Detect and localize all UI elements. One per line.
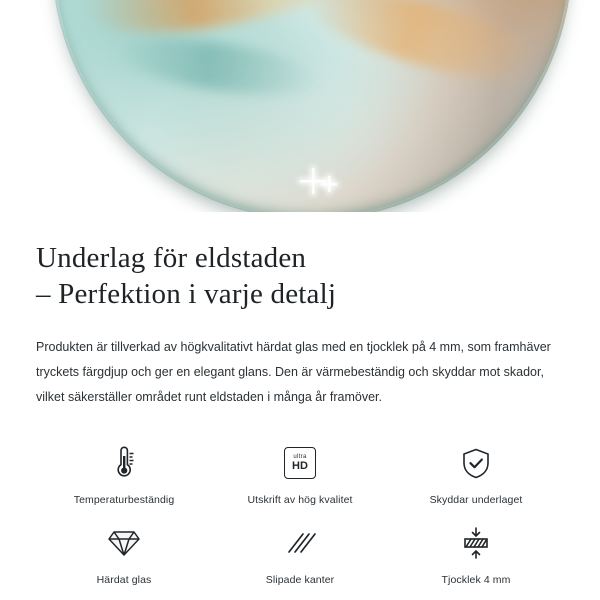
- page-title: [36, 240, 564, 313]
- feature-label: Temperaturbeständig: [73, 493, 175, 506]
- polished-edges-icon: [283, 520, 317, 566]
- thickness-arrows-icon: [457, 520, 495, 566]
- page-title-line-2: – Perfektion i varje detalj: [36, 278, 337, 311]
- badge-bottom-text: HD: [292, 459, 308, 472]
- content-area: [0, 240, 600, 586]
- feature-item-print-quality: [212, 440, 388, 506]
- badge-top-text: ultra: [293, 453, 307, 460]
- feature-label: Härdat glas: [96, 573, 152, 586]
- feature-label: Slipade kanter: [265, 573, 335, 586]
- feature-label: Skyddar underlaget: [429, 493, 523, 506]
- description-text: Produkten är tillverkad av högkvalitativt härdat glas med en tjocklek på 4 mm, som framhäver tryckets färgdjup och ger en elegant glans. Den är värmebeständig och skyddar mot skador, vilket säkerställer området runt eldstaden i många år framöver.: [36, 339, 551, 404]
- feature-item-surface-protection: [388, 440, 564, 506]
- ultra-hd-badge-icon: [284, 440, 316, 486]
- shield-check-icon: [460, 440, 492, 486]
- feature-item-thickness: [388, 520, 564, 586]
- hero-image: [0, 0, 600, 212]
- feature-item-temperature: [36, 440, 212, 506]
- feature-item-polished-edges: [212, 520, 388, 586]
- feature-grid: [36, 440, 564, 586]
- marble-glass-disc: [52, 0, 572, 212]
- glass-edge-highlight: [52, 0, 572, 212]
- thermometer-icon: [108, 440, 140, 486]
- feature-label: Utskrift av hög kvalitet: [247, 493, 353, 506]
- page-title-line-1: Underlag för eldstaden: [36, 242, 307, 274]
- diamond-icon: [107, 520, 141, 566]
- feature-label: Tjocklek 4 mm: [441, 573, 511, 586]
- feature-item-tempered-glass: [36, 520, 212, 586]
